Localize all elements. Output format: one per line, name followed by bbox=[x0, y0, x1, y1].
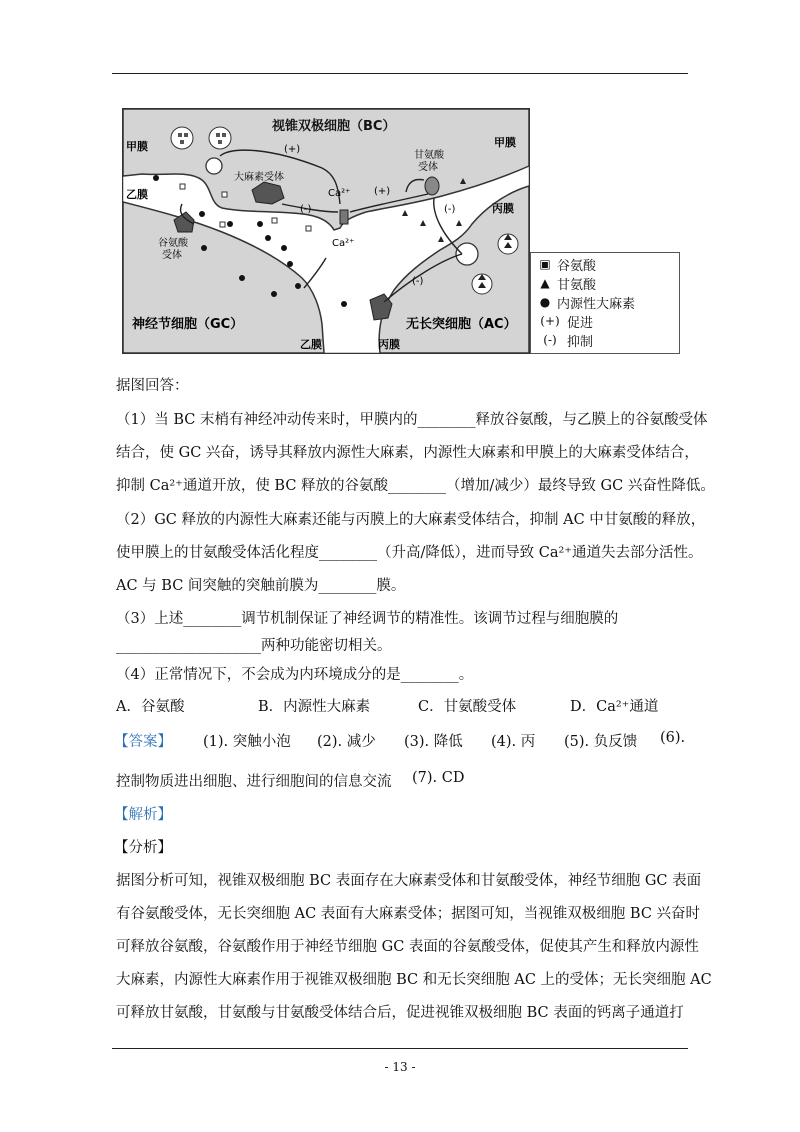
vesicle-release bbox=[206, 158, 222, 174]
q2-line-2: 使甲膜上的甘氨酸受体活化程度________（升高/降低），进而导致 Ca²⁺通道失去部分活性。 bbox=[116, 545, 703, 561]
ca-channel bbox=[340, 210, 348, 224]
answer-item-7: (7). CD bbox=[412, 770, 465, 786]
q1-line-3: 抑制 Ca²⁺通道开放，使 BC 释放的谷氨酸________（增加/减少）最终导致 GC 兴奋性降低。 bbox=[116, 478, 715, 494]
legend-row-inhibit bbox=[539, 331, 593, 349]
label-glycine-receptor-2: 受体 bbox=[418, 162, 438, 173]
triangle-icon: ▲ bbox=[540, 276, 550, 290]
analysis-subtag: 【分析】 bbox=[114, 840, 172, 856]
analysis-line-4: 大麻素，内源性大麻素作用于视锥双极细胞 BC 和无长突细胞 AC 上的受体；无长突细胞 AC bbox=[116, 972, 712, 988]
legend-label: 甘氨酸 bbox=[557, 277, 597, 293]
label-cannabinoid-receptor: 大麻素受体 bbox=[234, 172, 284, 183]
label-jia-left: 甲膜 bbox=[126, 140, 148, 153]
header-rule bbox=[112, 73, 688, 74]
analysis-line-5: 可释放甘氨酸，甘氨酸与甘氨酸受体结合后，促进视锥双极细胞 BC 表面的钙离子通道打 bbox=[116, 1005, 684, 1021]
answer-line-2: 控制物质进出细胞、进行细胞间的信息交流 bbox=[116, 774, 392, 790]
answer-item-3: (3). 降低 bbox=[404, 734, 463, 750]
legend-row-glycine bbox=[539, 274, 596, 292]
legend-label: 谷氨酸 bbox=[557, 258, 597, 274]
label-minus-1: (-) bbox=[300, 204, 312, 215]
bc-title: 视锥双极细胞（BC） bbox=[272, 119, 396, 134]
ac-vesicle-pocket bbox=[456, 243, 478, 265]
legend-label: 抑制 bbox=[567, 334, 594, 350]
analysis-tag: 【解析】 bbox=[114, 807, 172, 823]
label-minus-2: (-) bbox=[444, 204, 456, 215]
legend-label: 促进 bbox=[567, 315, 594, 331]
dot-icon: ● bbox=[539, 295, 551, 309]
label-bing-bottom: 丙膜 bbox=[378, 338, 400, 351]
figure-legend bbox=[530, 252, 680, 354]
label-glycine-receptor: 甘氨酸 bbox=[414, 150, 444, 161]
label-jia-right: 甲膜 bbox=[494, 136, 516, 149]
option-b: B．内源性大麻素 bbox=[258, 699, 371, 715]
label-minus-3: (-) bbox=[412, 276, 424, 287]
label-plus-2: (+) bbox=[374, 186, 391, 197]
page-number: - 13 - bbox=[384, 1060, 416, 1074]
label-yi-bottom: 乙膜 bbox=[300, 338, 322, 351]
option-d: D．Ca²⁺通道 bbox=[570, 699, 659, 715]
label-ac: 无长突细胞（AC） bbox=[406, 317, 517, 332]
answer-item-6: (6). bbox=[660, 730, 686, 746]
legend-row-endocannabinoid bbox=[539, 293, 635, 311]
label-bing-right: 丙膜 bbox=[492, 202, 514, 215]
intro-text: 据图回答： bbox=[116, 378, 189, 394]
legend-row-promote bbox=[539, 312, 593, 330]
analysis-line-1: 据图分析可知，视锥双极细胞 BC 表面存在大麻素受体和甘氨酸受体，神经节细胞 GC 表面 bbox=[116, 873, 702, 889]
q3-line-2: ____________________两种功能密切相关。 bbox=[116, 638, 392, 654]
glycine-receptor bbox=[425, 177, 439, 195]
label-gc: 神经节细胞（GC） bbox=[132, 317, 244, 332]
answer-item-2: (2). 减少 bbox=[317, 734, 376, 750]
option-a: A．谷氨酸 bbox=[116, 699, 185, 715]
minus-sign: (-) bbox=[543, 333, 557, 347]
legend-label: 内源性大麻素 bbox=[557, 296, 636, 312]
q3-line-1: （3）上述________调节机制保证了神经调节的精准性。该调节过程与细胞膜的 bbox=[116, 611, 619, 627]
answer-item-4: (4). 丙 bbox=[491, 734, 536, 750]
q1-line-2: 结合，使 GC 兴奋，诱导其释放内源性大麻素，内源性大麻素和甲膜上的大麻素受体结合， bbox=[116, 445, 699, 461]
label-yi-left: 乙膜 bbox=[126, 188, 148, 201]
answer-item-1: (1). 突触小泡 bbox=[203, 734, 291, 750]
square-icon: ▣ bbox=[539, 257, 551, 271]
label-glutamate-receptor-2: 受体 bbox=[162, 250, 182, 261]
footer-rule bbox=[112, 1048, 688, 1049]
analysis-line-2: 有谷氨酸受体，无长突细胞 AC 表面有大麻素受体；据图可知，当视锥双极细胞 BC 兴奋时 bbox=[116, 906, 701, 922]
q2-line-1: （2）GC 释放的内源性大麻素还能与丙膜上的大麻素受体结合，抑制 AC 中甘氨酸的释放， bbox=[116, 512, 706, 528]
analysis-line-3: 可释放谷氨酸，谷氨酸作用于神经节细胞 GC 表面的谷氨酸受体，促使其产生和释放内源性 bbox=[116, 939, 699, 955]
label-ca-bottom: Ca²⁺ bbox=[332, 238, 355, 249]
option-c: C．甘氨酸受体 bbox=[418, 699, 517, 715]
q2-line-3: AC 与 BC 间突触的突触前膜为________膜。 bbox=[116, 578, 406, 594]
synapse-diagram bbox=[122, 108, 530, 354]
answer-tag: 【答案】 bbox=[114, 734, 172, 750]
q4-line: （4）正常情况下，不会成为内环境成分的是________。 bbox=[116, 667, 474, 683]
label-glutamate-receptor: 谷氨酸 bbox=[158, 238, 188, 249]
label-plus-1: (+) bbox=[284, 144, 301, 155]
legend-row-glutamate bbox=[539, 255, 596, 273]
answer-item-5: (5). 负反馈 bbox=[564, 734, 638, 750]
label-ca-top: Ca²⁺ bbox=[328, 188, 351, 199]
plus-sign: (+) bbox=[540, 314, 560, 328]
q1-line-1: （1）当 BC 末梢有神经冲动传来时，甲膜内的________释放谷氨酸，与乙膜上的谷氨酸受体 bbox=[116, 412, 708, 428]
